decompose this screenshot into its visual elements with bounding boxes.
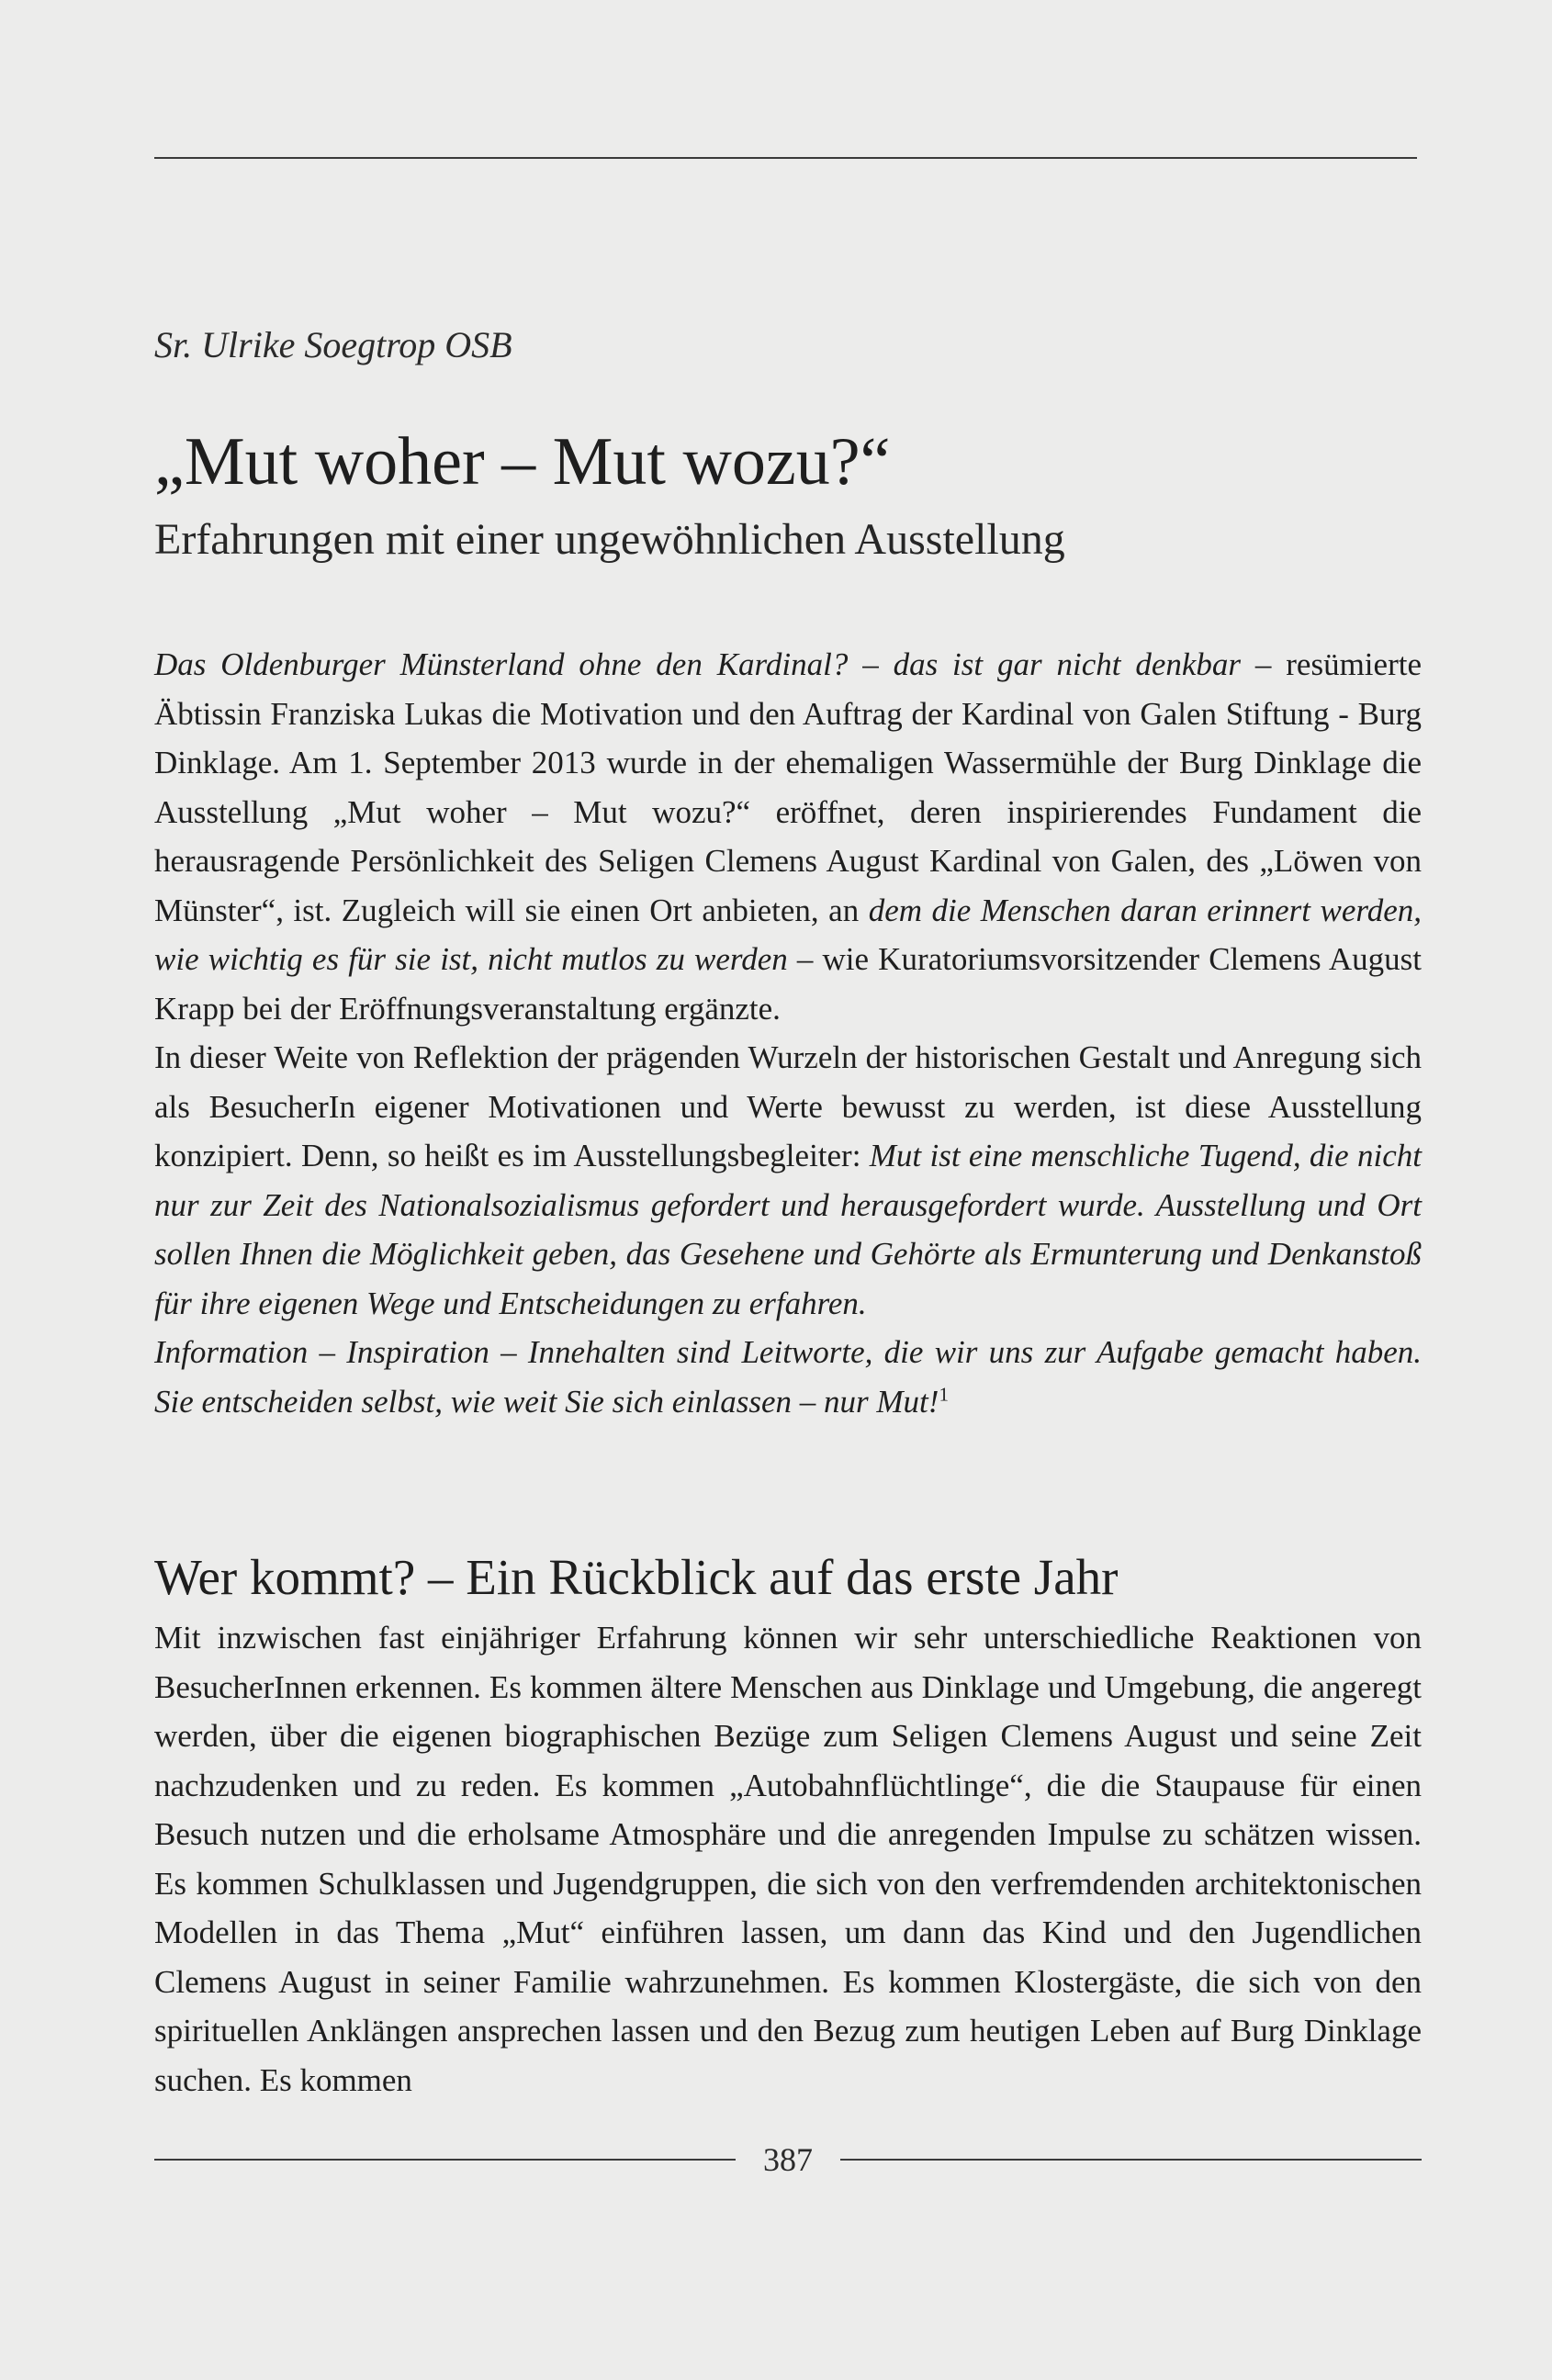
intro-paragraph-2 bbox=[154, 1033, 1422, 1328]
footnote-marker: 1 bbox=[939, 1382, 949, 1405]
author-name: Sr. Ulrike Soegtrop OSB bbox=[154, 324, 512, 365]
section-heading: Wer kommt? – Ein Rückblick auf das erste Jahr bbox=[154, 1549, 1119, 1605]
header-rule bbox=[154, 157, 1417, 159]
footer-rule-right bbox=[840, 2159, 1422, 2161]
intro-quote-2: Mut ist eine menschliche Tugend, die nicht nur zur Zeit des Nationalsozialismus gefordert und herausgefordert wurde. Ausstellung und Ort sollen Ihnen die Möglichkeit geben, das Gesehene und Gehörte als Ermunterung und Denkanstoß für ihre eigenen Wege und Entscheidungen zu erfahren. bbox=[154, 1138, 1422, 1321]
intro-text-1a: – resümierte Äbtissin Franziska Lukas die Motivation und den Auftrag der Kardinal von Galen Stiftung - Burg Dinklage. Am 1. September 2013 wurde in der ehemaligen Wassermühle der Burg Dinklage die Ausstellung „Mut woher – Mut wozu?“ eröffnet, deren inspirierendes Fundament die herausragende Persönlichkeit des Seligen Clemens August Kardinal von Galen, des „Löwen von Münster“, ist. Zugleich will sie einen Ort anbieten, an bbox=[154, 646, 1422, 928]
intro-text-2: In dieser Weite von Reflektion der prägenden Wurzeln der historischen Gestalt und Anregung sich als BesucherIn eigener Motivationen und Werte bewusst zu werden, ist diese Ausstellung konzipiert. Denn, so heißt es im Ausstellungsbegleiter: bbox=[154, 1039, 1422, 1173]
page-number: 387 bbox=[763, 2141, 813, 2178]
article-title: „Mut woher – Mut wozu?“ bbox=[154, 424, 891, 500]
intro-paragraph-1 bbox=[154, 640, 1422, 1033]
intro-quote-1b: dem die Menschen daran erinnert werden, wie wichtig es für sie ist, nicht mutlos zu werden bbox=[154, 892, 1422, 977]
section-body bbox=[154, 1613, 1422, 2105]
section-paragraph: Mit inzwischen fast einjähriger Erfahrung können wir sehr unterschiedliche Reaktionen von BesucherInnen erkennen. Es kommen ältere Menschen aus Dinklage und Umgebung, die angeregt werden, über die eigenen biographischen Bezüge zum Seligen Clemens August und seine Zeit nachzudenken und zu reden. Es kommen „Autobahnflüchtlinge“, die die Staupause für einen Besuch nutzen und die erholsame Atmosphäre und die anregenden Impulse zu schätzen wissen. Es kommen Schulklassen und Jugendgruppen, die sich von den verfremdenden architektonischen Modellen in das Thema „Mut“ einführen lassen, um dann das Kind und den Jugendlichen Clemens August in seiner Familie wahrzunehmen. Es kommen Klostergäste, die sich von den spirituellen Anklängen ansprechen lassen und den Bezug zum heutigen Leben auf Burg Dinklage suchen. Es kommen bbox=[154, 1620, 1422, 2098]
intro-quote-1: Das Oldenburger Münsterland ohne den Kardinal? – das ist gar nicht denkbar bbox=[154, 646, 1242, 682]
page-footer bbox=[154, 2139, 1422, 2180]
intro-text-1b: – wie Kuratoriumsvorsitzender Clemens August Krapp bei der Eröffnungsveranstaltung ergänzte. bbox=[154, 941, 1422, 1027]
article-subtitle: Erfahrungen mit einer ungewöhnlichen Ausstellung bbox=[154, 515, 1065, 564]
intro-paragraph-3 bbox=[154, 1328, 1422, 1426]
intro-block bbox=[154, 640, 1422, 1426]
footer-rule-left bbox=[154, 2159, 736, 2161]
intro-quote-3: Information – Inspiration – Innehalten sind Leitworte, die wir uns zur Aufgabe gemacht haben. Sie entscheiden selbst, wie weit Sie sich einlassen – nur Mut! bbox=[154, 1334, 1422, 1420]
